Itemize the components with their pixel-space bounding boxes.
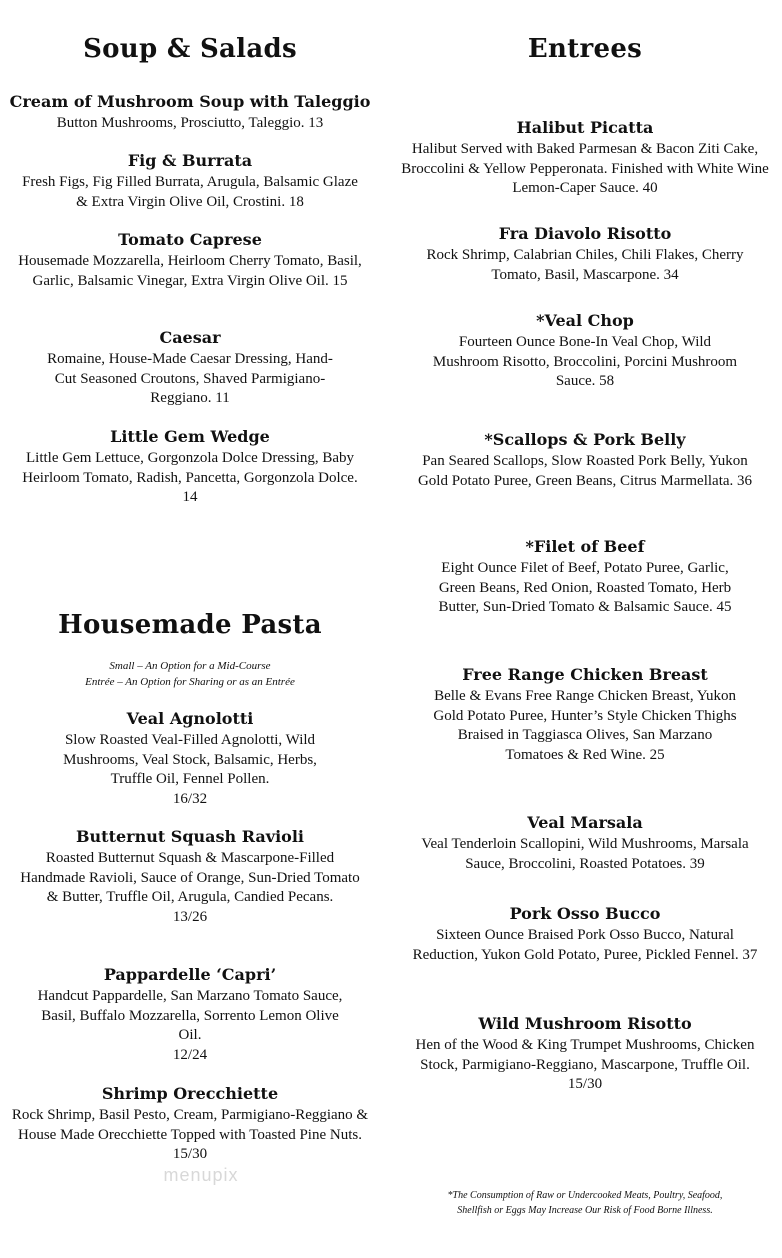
item-price: 15/30 <box>172 1146 208 1162</box>
menu-item <box>395 904 775 965</box>
item-name: Cream of Mushroom Soup with Taleggio <box>9 92 371 111</box>
menu-item <box>395 1014 775 1095</box>
item-name: Tomato Caprese <box>118 230 262 249</box>
item-desc: Pan Seared Scallops, Slow Roasted Pork Belly, Yukon Gold Potato Puree, Green Beans, Citrus Marmellata. 36 <box>417 453 753 489</box>
menu-item <box>395 311 775 392</box>
item-desc: Roasted Butternut Squash & Mascarpone-Filled Handmade Ravioli, Sauce of Orange, Sun-Dried Tomato & Butter, Truffle Oil, Arugula, Candied Pecans. <box>20 850 360 905</box>
item-desc: Halibut Served with Baked Parmesan & Bacon Ziti Cake, Broccolini & Yellow Pepperonata. Finished with White Wine Lemon-Caper Sauce. 40 <box>401 141 769 196</box>
item-name: Shrimp Orecchiette <box>101 1084 279 1103</box>
item-desc: Rock Shrimp, Calabrian Chiles, Chili Flakes, Cherry Tomato, Basil, Mascarpone. 34 <box>426 247 744 283</box>
item-price: 15/30 <box>567 1076 603 1092</box>
entrees-title: Entrees <box>527 34 643 64</box>
item-name: Veal Agnolotti <box>126 709 254 728</box>
item-name: Veal Marsala <box>527 813 643 832</box>
item-name: *Veal Chop <box>536 311 634 330</box>
item-desc: Rock Shrimp, Basil Pesto, Cream, Parmigiano-Reggiano & House Made Orecchiette Topped with Toasted Pine Nuts. <box>11 1107 369 1143</box>
menu-item <box>395 665 775 765</box>
item-name: Pork Osso Bucco <box>509 904 661 923</box>
item-name: Pappardelle ‘Capri’ <box>103 965 277 984</box>
footnote-line: *The Consumption of Raw or Undercooked Meats, Poultry, Seafood, <box>447 1190 723 1201</box>
pasta-note <box>0 658 380 690</box>
item-desc: Fresh Figs, Fig Filled Burrata, Arugula, Balsamic Glaze & Extra Virgin Olive Oil, Crostini. 18 <box>22 174 358 210</box>
item-desc: Hen of the Wood & King Trumpet Mushrooms, Chicken Stock, Parmigiano-Reggiano, Mascarpone, Truffle Oil. <box>415 1037 755 1073</box>
pasta-title: Housemade Pasta <box>58 610 322 640</box>
item-name: Little Gem Wedge <box>110 427 270 446</box>
item-desc: Veal Tenderloin Scallopini, Wild Mushrooms, Marsala Sauce, Broccolini, Roasted Potatoes. 39 <box>421 836 749 872</box>
item-price: 12/24 <box>172 1046 208 1063</box>
menu-item <box>0 827 380 927</box>
item-desc: Slow Roasted Veal-Filled Agnolotti, Wild Mushrooms, Veal Stock, Balsamic, Herbs, Truffle Oil, Fennel Pollen. <box>63 732 317 787</box>
soup-salads-title: Soup & Salads <box>83 34 297 64</box>
menu-item <box>0 92 380 134</box>
item-desc: Handcut Pappardelle, San Marzano Tomato Sauce, Basil, Buffalo Mozzarella, Sorrento Lemon Olive Oil. <box>37 988 343 1043</box>
item-price: 13/26 <box>172 908 208 925</box>
food-safety-footnote <box>395 1188 775 1218</box>
menu-item <box>395 118 775 199</box>
item-name: Wild Mushroom Risotto <box>478 1014 692 1033</box>
item-name: Fra Diavolo Risotto <box>498 224 672 243</box>
menu-item <box>395 537 775 618</box>
menu-item <box>395 224 775 285</box>
menu-item <box>0 230 380 291</box>
item-price: 16/32 <box>172 790 208 807</box>
menu-item <box>0 427 380 508</box>
menu-item <box>0 151 380 212</box>
item-desc: Housemade Mozzarella, Heirloom Cherry Tomato, Basil, Garlic, Balsamic Vinegar, Extra Virgin Olive Oil. 15 <box>18 253 362 289</box>
item-name: Caesar <box>159 328 221 347</box>
item-name: Halibut Picatta <box>516 118 654 137</box>
item-desc: Eight Ounce Filet of Beef, Potato Puree, Garlic, Green Beans, Red Onion, Roasted Tomato, Herb Butter, Sun-Dried Tomato & Balsamic Sauce. 45 <box>438 560 732 615</box>
menu-item <box>395 430 775 491</box>
item-desc: Belle & Evans Free Range Chicken Breast, Yukon Gold Potato Puree, Hunter’s Style Chicken Thighs Braised in Taggiasca Olives, San Marzano Tomatoes & Red Wine. 25 <box>433 688 737 763</box>
menu-item <box>0 709 380 809</box>
footnote-line: Shellfish or Eggs May Increase Our Risk of Food Borne Illness. <box>457 1205 713 1216</box>
item-name: *Scallops & Pork Belly <box>484 430 686 449</box>
item-name: *Filet of Beef <box>525 537 645 556</box>
item-name: Butternut Squash Ravioli <box>76 827 304 846</box>
item-desc: Fourteen Ounce Bone-In Veal Chop, Wild Mushroom Risotto, Broccolini, Porcini Mushroom Sauce. 58 <box>432 334 738 389</box>
menupix-watermark: menupix <box>163 1165 239 1185</box>
menu-item <box>0 328 380 409</box>
item-desc: Romaine, House-Made Caesar Dressing, Hand-Cut Seasoned Croutons, Shaved Parmigiano-Reggiano. 11 <box>47 351 333 406</box>
item-name: Fig & Burrata <box>127 151 253 170</box>
item-name: Free Range Chicken Breast <box>462 665 708 684</box>
item-desc: Button Mushrooms, Prosciutto, Taleggio. 13 <box>56 115 324 131</box>
menu-item <box>0 1084 380 1165</box>
item-desc: Sixteen Ounce Braised Pork Osso Bucco, Natural Reduction, Yukon Gold Potato, Puree, Pickled Fennel. 37 <box>412 927 758 963</box>
item-desc: Little Gem Lettuce, Gorgonzola Dolce Dressing, Baby Heirloom Tomato, Radish, Pancetta, Gorgonzola Dolce. 14 <box>22 450 358 505</box>
pasta-note-small: Small – An Option for a Mid-Course <box>109 660 271 672</box>
menu-item <box>0 965 380 1065</box>
menu-item <box>395 813 775 874</box>
pasta-note-entree: Entrée – An Option for Sharing or as an Entrée <box>85 676 295 688</box>
